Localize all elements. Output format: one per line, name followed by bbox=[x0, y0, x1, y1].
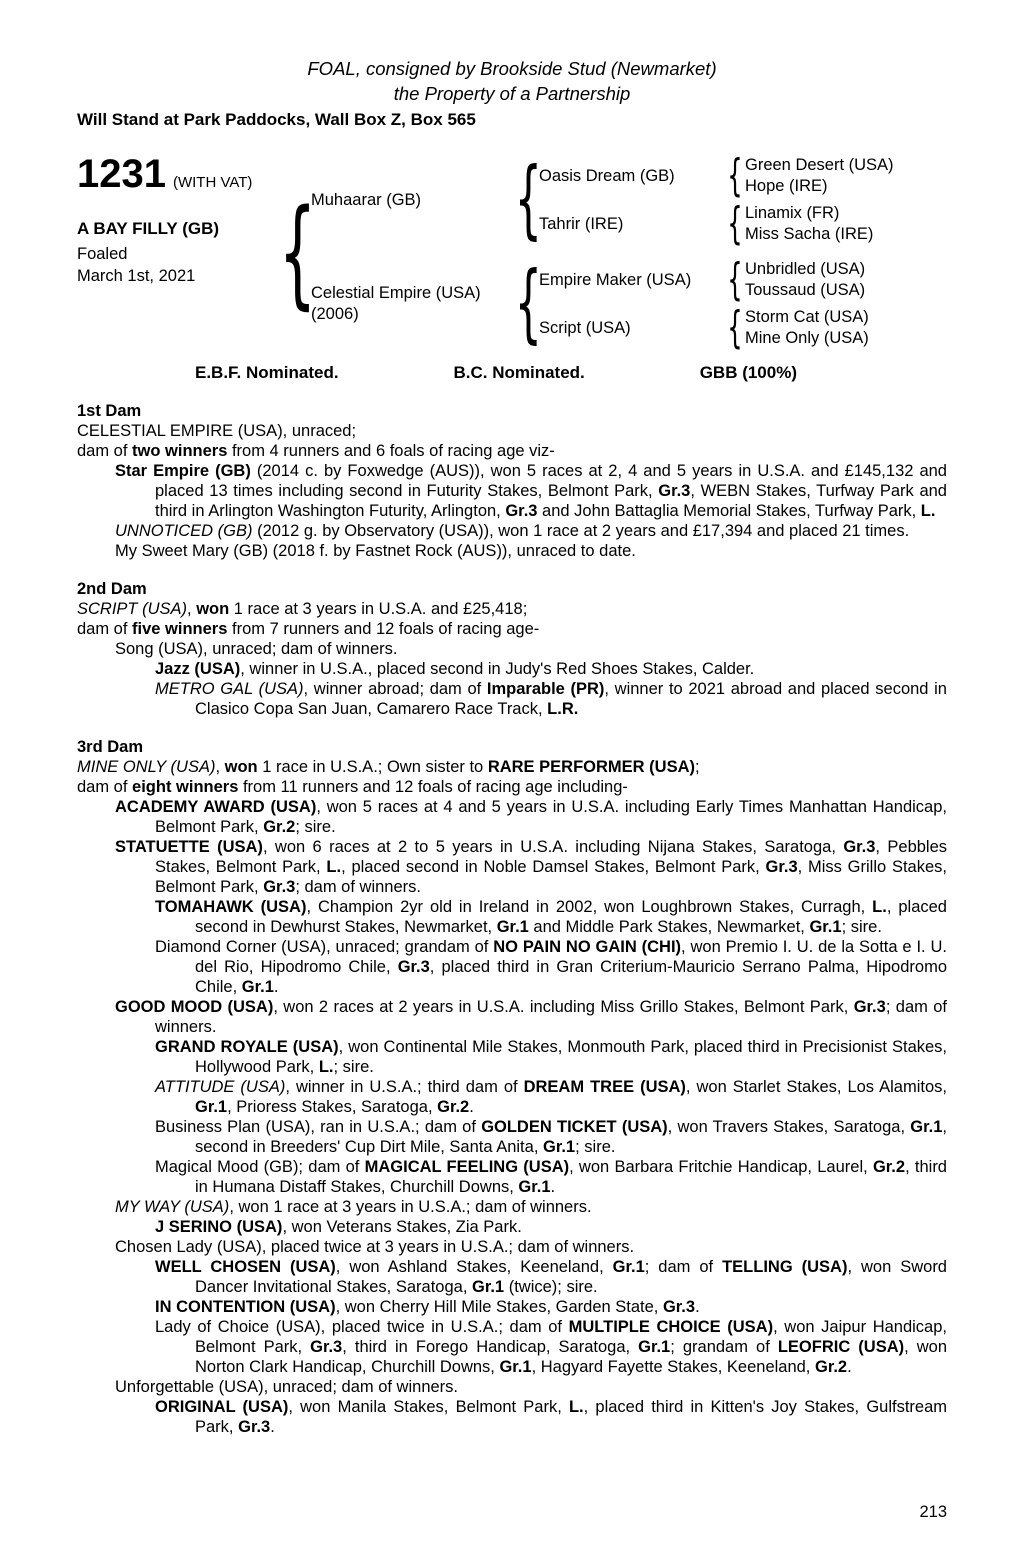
text-segment: GOOD MOOD (USA) bbox=[115, 998, 274, 1016]
text-segment: , winner abroad; dam of bbox=[303, 680, 487, 698]
dam-year: (2006) bbox=[311, 305, 359, 323]
text-segment: , won Barbara Fritchie Handicap, Laurel, bbox=[569, 1158, 873, 1176]
text-segment: , won Starlet Stakes, Los Alamitos, bbox=[685, 1078, 947, 1096]
grandparent-name: Oasis Dream (GB) bbox=[539, 166, 675, 185]
great-grandparent-name: Mine Only (USA) bbox=[745, 329, 869, 347]
pedigree-entry bbox=[77, 599, 947, 619]
foaled-label: Foaled bbox=[77, 245, 128, 263]
consignor-line: FOAL, consigned by Brookside Stud (Newmarket) bbox=[307, 58, 717, 79]
text-segment: from 11 runners and 12 foals of racing age including- bbox=[238, 778, 628, 796]
text-segment: DREAM TREE (USA) bbox=[523, 1078, 686, 1096]
pedigree-entry bbox=[77, 1157, 947, 1197]
text-segment: UNNOTICED (GB) bbox=[115, 522, 253, 540]
text-segment: Gr.3 bbox=[505, 502, 538, 520]
text-segment: , winner to 2021 abroad and placed second in Clasico Copa San Juan, Camarero Race Track, bbox=[195, 680, 947, 718]
pedigree-entry bbox=[77, 659, 947, 679]
sire-name bbox=[311, 153, 517, 247]
text-segment: . bbox=[550, 1178, 556, 1196]
text-segment: from 4 runners and 6 foals of racing age viz- bbox=[227, 442, 555, 460]
text-segment: L.R. bbox=[547, 700, 579, 718]
text-segment: Gr.1 bbox=[638, 1338, 671, 1356]
pedigree-entry bbox=[77, 937, 947, 997]
text-segment: TELLING (USA) bbox=[722, 1258, 848, 1276]
text-segment: , placed second in Dewhurst Stakes, Newmarket, bbox=[195, 898, 947, 936]
pedigree-entry bbox=[77, 1397, 947, 1437]
text-segment: and Middle Park Stakes, Newmarket, bbox=[528, 918, 810, 936]
text-segment: 1 race in U.S.A.; Own sister to bbox=[257, 758, 488, 776]
text-segment: Gr.1 bbox=[809, 918, 842, 936]
text-segment: ; sire. bbox=[841, 918, 882, 936]
text-segment: STATUETTE (USA) bbox=[115, 838, 263, 856]
text-segment: Star Empire (GB) bbox=[115, 462, 251, 480]
text-segment: dam of bbox=[77, 778, 133, 796]
text-segment: Chosen Lady (USA), placed twice at 3 years in U.S.A.; dam of winners. bbox=[115, 1238, 635, 1256]
text-segment: MULTIPLE CHOICE (USA) bbox=[568, 1318, 774, 1336]
text-segment: Magical Mood (GB); dam of bbox=[155, 1158, 365, 1176]
text-segment: ATTITUDE (USA) bbox=[155, 1078, 286, 1096]
pedigree-entry bbox=[77, 1037, 947, 1077]
text-segment: won bbox=[196, 600, 230, 618]
lot-details bbox=[77, 153, 285, 351]
lot-number: 1231 bbox=[77, 152, 166, 196]
text-segment: , placed second in Noble Damsel Stakes, Belmont Park, bbox=[341, 858, 766, 876]
text-segment: two winners bbox=[132, 442, 228, 460]
text-segment: J SERINO (USA) bbox=[155, 1218, 283, 1236]
text-segment: Lady of Choice (USA), placed twice in U.S.A.; dam of bbox=[155, 1318, 569, 1336]
text-segment: . bbox=[270, 1418, 275, 1436]
pedigree-entry bbox=[77, 441, 947, 461]
text-segment: TOMAHAWK (USA) bbox=[155, 898, 307, 916]
text-segment: Gr.1 bbox=[195, 1098, 228, 1116]
text-segment: Gr.3 bbox=[843, 838, 876, 856]
horse-description: A BAY FILLY (GB) bbox=[77, 219, 220, 238]
grandparent-name: Script (USA) bbox=[539, 318, 631, 337]
great-grandparent-name: Green Desert (USA) bbox=[745, 156, 894, 174]
text-segment: ; dam of bbox=[644, 1258, 723, 1276]
text-segment: , winner in U.S.A.; third dam of bbox=[285, 1078, 524, 1096]
dam-half bbox=[311, 257, 947, 351]
text-segment: won bbox=[224, 758, 258, 776]
text-segment: Gr.1 bbox=[496, 918, 529, 936]
pedigree-brace-icon bbox=[517, 257, 539, 351]
text-segment: Gr.3 bbox=[397, 958, 430, 976]
text-segment: (2014 c. by Foxwedge (AUS)), won 5 races at 2, 4 and 5 years in U.S.A. and £145,132 and placed 13 times including second in Futurity Stakes, Belmont Park, bbox=[155, 462, 947, 500]
sire-half bbox=[311, 153, 947, 247]
text-segment: Gr.3 bbox=[662, 1298, 696, 1316]
section-title: 2nd Dam bbox=[77, 580, 147, 598]
pedigree-entry bbox=[77, 1117, 947, 1157]
text-segment: ; sire. bbox=[295, 818, 336, 836]
text-segment: MINE ONLY (USA) bbox=[77, 758, 216, 776]
pedigree-entry bbox=[77, 1217, 947, 1237]
text-segment: , placed third in Kitten's Joy Stakes, Gulfstream Park, bbox=[195, 1398, 948, 1436]
text-segment: Gr.3 bbox=[238, 1418, 271, 1436]
text-segment: Unforgettable (USA), unraced; dam of winners. bbox=[115, 1378, 458, 1396]
text-segment: , won Jaipur Handicap, Belmont Park, bbox=[195, 1318, 947, 1356]
pedigree-entry bbox=[77, 1197, 947, 1217]
text-segment: Gr.2 bbox=[872, 1158, 906, 1176]
text-segment: ORIGINAL (USA) bbox=[155, 1398, 289, 1416]
text-segment: , Champion 2yr old in Ireland in 2002, won Loughbrown Stakes, Curragh, bbox=[306, 898, 873, 916]
foaled-date: March 1st, 2021 bbox=[77, 267, 196, 285]
pedigree-entry bbox=[77, 461, 947, 521]
text-segment: Gr.1 bbox=[612, 1258, 645, 1276]
text-segment: GOLDEN TICKET (USA) bbox=[481, 1118, 668, 1136]
ebf-nominated: E.B.F. Nominated. bbox=[195, 363, 339, 382]
great-grandparent-name: Storm Cat (USA) bbox=[745, 308, 869, 326]
nominations bbox=[77, 363, 947, 383]
text-segment: , Miss Grillo Stakes, Belmont Park, bbox=[155, 858, 947, 896]
gbb-status: GBB (100%) bbox=[699, 363, 797, 382]
text-segment: dam of bbox=[77, 442, 133, 460]
text-segment: Imparable (PR) bbox=[486, 680, 605, 698]
pedigree-entry bbox=[77, 997, 947, 1037]
text-segment: L. bbox=[318, 1058, 334, 1076]
text-segment: NO PAIN NO GAIN (CHI) bbox=[493, 938, 682, 956]
text-segment: , won Norton Clark Handicap, Churchill Downs, bbox=[195, 1338, 947, 1376]
pedigree-entry bbox=[77, 757, 947, 777]
pedigree-halves bbox=[311, 153, 947, 351]
text-segment: , won Cherry Hill Mile Stakes, Garden State, bbox=[335, 1298, 663, 1316]
text-segment: , won Sword Dancer Invitational Stakes, Saratoga, bbox=[195, 1258, 947, 1296]
dam-name bbox=[311, 257, 517, 351]
text-segment: Business Plan (USA), ran in U.S.A.; dam of bbox=[155, 1118, 482, 1136]
text-segment: Gr.3 bbox=[853, 998, 886, 1016]
pedigree-entry bbox=[77, 639, 947, 659]
text-segment: Diamond Corner (USA), unraced; grandam of bbox=[155, 938, 494, 956]
text-segment: Song (USA), unraced; dam of winners. bbox=[115, 640, 398, 658]
great-grandparent-name: Linamix (FR) bbox=[745, 204, 840, 222]
text-segment: (twice); sire. bbox=[504, 1278, 598, 1296]
grandsire-group bbox=[539, 153, 947, 199]
text-segment: . bbox=[847, 1358, 852, 1376]
text-segment: SCRIPT (USA) bbox=[77, 600, 188, 618]
property-line: the Property of a Partnership bbox=[393, 83, 631, 104]
pedigree-chart bbox=[285, 153, 947, 351]
pedigree-entry bbox=[77, 797, 947, 837]
pedigree-entry bbox=[77, 1257, 947, 1297]
text-segment: , won 6 races at 2 to 5 years in U.S.A. including Nijana Stakes, Saratoga, bbox=[262, 838, 844, 856]
granddam-group bbox=[539, 201, 947, 247]
text-segment: , won Veterans Stakes, Zia Park. bbox=[282, 1218, 522, 1236]
pedigree-entry bbox=[77, 521, 947, 541]
text-segment: . bbox=[273, 978, 279, 996]
text-segment: , bbox=[215, 758, 225, 776]
text-segment: L. bbox=[326, 858, 342, 876]
grandsire-group bbox=[539, 257, 947, 303]
text-segment: RARE PERFORMER (USA) bbox=[487, 758, 695, 776]
great-grandparent-name: Hope (IRE) bbox=[745, 177, 828, 195]
text-segment: Gr.3 bbox=[765, 858, 798, 876]
text-segment: Jazz (USA) bbox=[155, 660, 241, 678]
grandparent-name: Tahrir (IRE) bbox=[539, 214, 624, 233]
pedigree-brace-icon bbox=[725, 153, 745, 199]
text-segment: Gr.1 bbox=[518, 1178, 551, 1196]
text-segment: five winners bbox=[132, 620, 228, 638]
text-segment: L. bbox=[920, 502, 936, 520]
text-segment: , placed third in Gran Criterium-Mauricio Serrano Palma, Hipodromo Chile, bbox=[195, 958, 947, 996]
pedigree-entry bbox=[77, 837, 947, 897]
text-segment: Gr.1 bbox=[499, 1358, 532, 1376]
pedigree-entry bbox=[77, 1237, 947, 1257]
text-segment: MY WAY (USA) bbox=[115, 1198, 230, 1216]
text-segment: eight winners bbox=[132, 778, 239, 796]
text-segment: , won 1 race at 3 years in U.S.A.; dam of winners. bbox=[229, 1198, 592, 1216]
section-title: 1st Dam bbox=[77, 402, 142, 420]
dam-section bbox=[77, 737, 947, 1437]
pedigree-entry bbox=[77, 541, 947, 561]
bc-nominated: B.C. Nominated. bbox=[453, 363, 585, 382]
text-segment: ; bbox=[694, 758, 700, 776]
sire-name-text: Muhaarar (GB) bbox=[311, 190, 422, 209]
text-segment: My Sweet Mary (GB) (2018 f. by Fastnet Rock (AUS)), unraced to date. bbox=[115, 542, 636, 560]
text-segment: , third in Forego Handicap, Saratoga, bbox=[342, 1338, 639, 1356]
pedigree-entry bbox=[77, 897, 947, 937]
text-segment: . bbox=[695, 1298, 700, 1316]
text-segment: dam of bbox=[77, 620, 133, 638]
text-segment: Gr.3 bbox=[310, 1338, 343, 1356]
text-segment: Gr.2 bbox=[814, 1358, 848, 1376]
text-segment: ; dam of winners. bbox=[295, 878, 421, 896]
pedigree-details bbox=[77, 401, 947, 1437]
text-segment: 1 race at 3 years in U.S.A. and £25,418; bbox=[229, 600, 528, 618]
text-segment: Gr.1 bbox=[543, 1138, 576, 1156]
granddam-group bbox=[539, 305, 947, 351]
text-segment: , Prioress Stakes, Saratoga, bbox=[227, 1098, 438, 1116]
text-segment: (2012 g. by Observatory (USA)), won 1 race at 2 years and £17,394 and placed 21 times. bbox=[252, 522, 910, 540]
text-segment: Gr.2 bbox=[263, 818, 296, 836]
text-segment: Gr.3 bbox=[658, 482, 691, 500]
stand-location: Will Stand at Park Paddocks, Wall Box Z, Box 565 bbox=[77, 110, 476, 129]
pedigree-entry bbox=[77, 1317, 947, 1377]
pedigree-brace-icon bbox=[725, 257, 745, 303]
text-segment: ACADEMY AWARD (USA) bbox=[115, 798, 317, 816]
text-segment: IN CONTENTION (USA) bbox=[155, 1298, 336, 1316]
text-segment: L. bbox=[568, 1398, 584, 1416]
vat-note: (WITH VAT) bbox=[172, 174, 253, 191]
pedigree-entry bbox=[77, 1377, 947, 1397]
page-number: 213 bbox=[919, 1503, 947, 1521]
text-segment: ; dam of winners. bbox=[155, 998, 947, 1036]
text-segment: Gr.2 bbox=[437, 1098, 470, 1116]
text-segment: from 7 runners and 12 foals of racing age- bbox=[227, 620, 540, 638]
great-grandparent-name: Toussaud (USA) bbox=[745, 281, 866, 299]
text-segment: ; grandam of bbox=[670, 1338, 778, 1356]
grandparent-name: Empire Maker (USA) bbox=[539, 270, 692, 289]
text-segment: , bbox=[187, 600, 197, 618]
lot-line bbox=[77, 153, 285, 195]
great-grandparent-name: Unbridled (USA) bbox=[745, 260, 866, 278]
text-segment: , won Premio I. U. de la Sotta e I. U. del Rio, Hipodromo Chile, bbox=[195, 938, 947, 976]
text-segment: , second in Breeders' Cup Dirt Mile, Santa Anita, bbox=[195, 1118, 947, 1156]
text-segment: Gr.1 bbox=[472, 1278, 505, 1296]
pedigree-entry bbox=[77, 777, 947, 797]
text-segment: , won 2 races at 2 years in U.S.A. including Miss Grillo Stakes, Belmont Park, bbox=[273, 998, 854, 1016]
text-segment: L. bbox=[872, 898, 887, 916]
dam-section bbox=[77, 401, 947, 561]
text-segment: , won Continental Mile Stakes, Monmouth Park, placed third in Precisionist Stakes, Hollywood Park, bbox=[195, 1038, 948, 1076]
great-grandparent-name: Miss Sacha (IRE) bbox=[745, 225, 874, 243]
pedigree-entry bbox=[77, 679, 947, 719]
text-segment: CELESTIAL EMPIRE (USA), unraced; bbox=[77, 422, 357, 440]
text-segment: Gr.1 bbox=[910, 1118, 943, 1136]
dam-name-text: Celestial Empire (USA) bbox=[311, 284, 481, 302]
text-segment: ; sire. bbox=[575, 1138, 616, 1156]
text-segment: , third in Humana Distaff Stakes, Churchill Downs, bbox=[195, 1158, 947, 1196]
pedigree-entry bbox=[77, 1297, 947, 1317]
pedigree-brace-icon bbox=[725, 305, 745, 351]
text-segment: LEOFRIC (USA) bbox=[777, 1338, 905, 1356]
text-segment: , Hagyard Fayette Stakes, Keeneland, bbox=[531, 1358, 815, 1376]
pedigree-entry bbox=[77, 619, 947, 639]
text-segment: WELL CHOSEN (USA) bbox=[155, 1258, 336, 1276]
text-segment: , WEBN Stakes, Turfway Park and third in Arlington Washington Futurity, Arlington, bbox=[155, 482, 947, 520]
text-segment: , won Ashland Stakes, Keeneland, bbox=[335, 1258, 613, 1276]
text-segment: GRAND ROYALE (USA) bbox=[155, 1038, 339, 1056]
text-segment: Gr.3 bbox=[263, 878, 296, 896]
text-segment: , Pebbles Stakes, Belmont Park, bbox=[155, 838, 948, 876]
text-segment: , winner in U.S.A., placed second in Judy's Red Shoes Stakes, Calder. bbox=[240, 660, 755, 678]
text-segment: and John Battaglia Memorial Stakes, Turfway Park, bbox=[537, 502, 921, 520]
section-title: 3rd Dam bbox=[77, 738, 144, 756]
text-segment: . bbox=[469, 1098, 474, 1116]
text-segment: Gr.1 bbox=[241, 978, 274, 996]
dam-section bbox=[77, 579, 947, 719]
text-segment: , won Manila Stakes, Belmont Park, bbox=[288, 1398, 569, 1416]
text-segment: , won Travers Stakes, Saratoga, bbox=[667, 1118, 911, 1136]
pedigree-brace-icon bbox=[725, 201, 745, 247]
text-segment: MAGICAL FEELING (USA) bbox=[364, 1158, 570, 1176]
text-segment: , won 5 races at 4 and 5 years in U.S.A. including Early Times Manhattan Handicap, Belmont Park, bbox=[155, 798, 947, 836]
pedigree-block bbox=[77, 153, 947, 351]
pedigree-entry bbox=[77, 421, 947, 441]
pedigree-brace-icon bbox=[517, 153, 539, 247]
text-segment: METRO GAL (USA) bbox=[155, 680, 304, 698]
pedigree-brace-icon bbox=[285, 153, 311, 351]
text-segment: ; sire. bbox=[333, 1058, 374, 1076]
pedigree-entry bbox=[77, 1077, 947, 1117]
